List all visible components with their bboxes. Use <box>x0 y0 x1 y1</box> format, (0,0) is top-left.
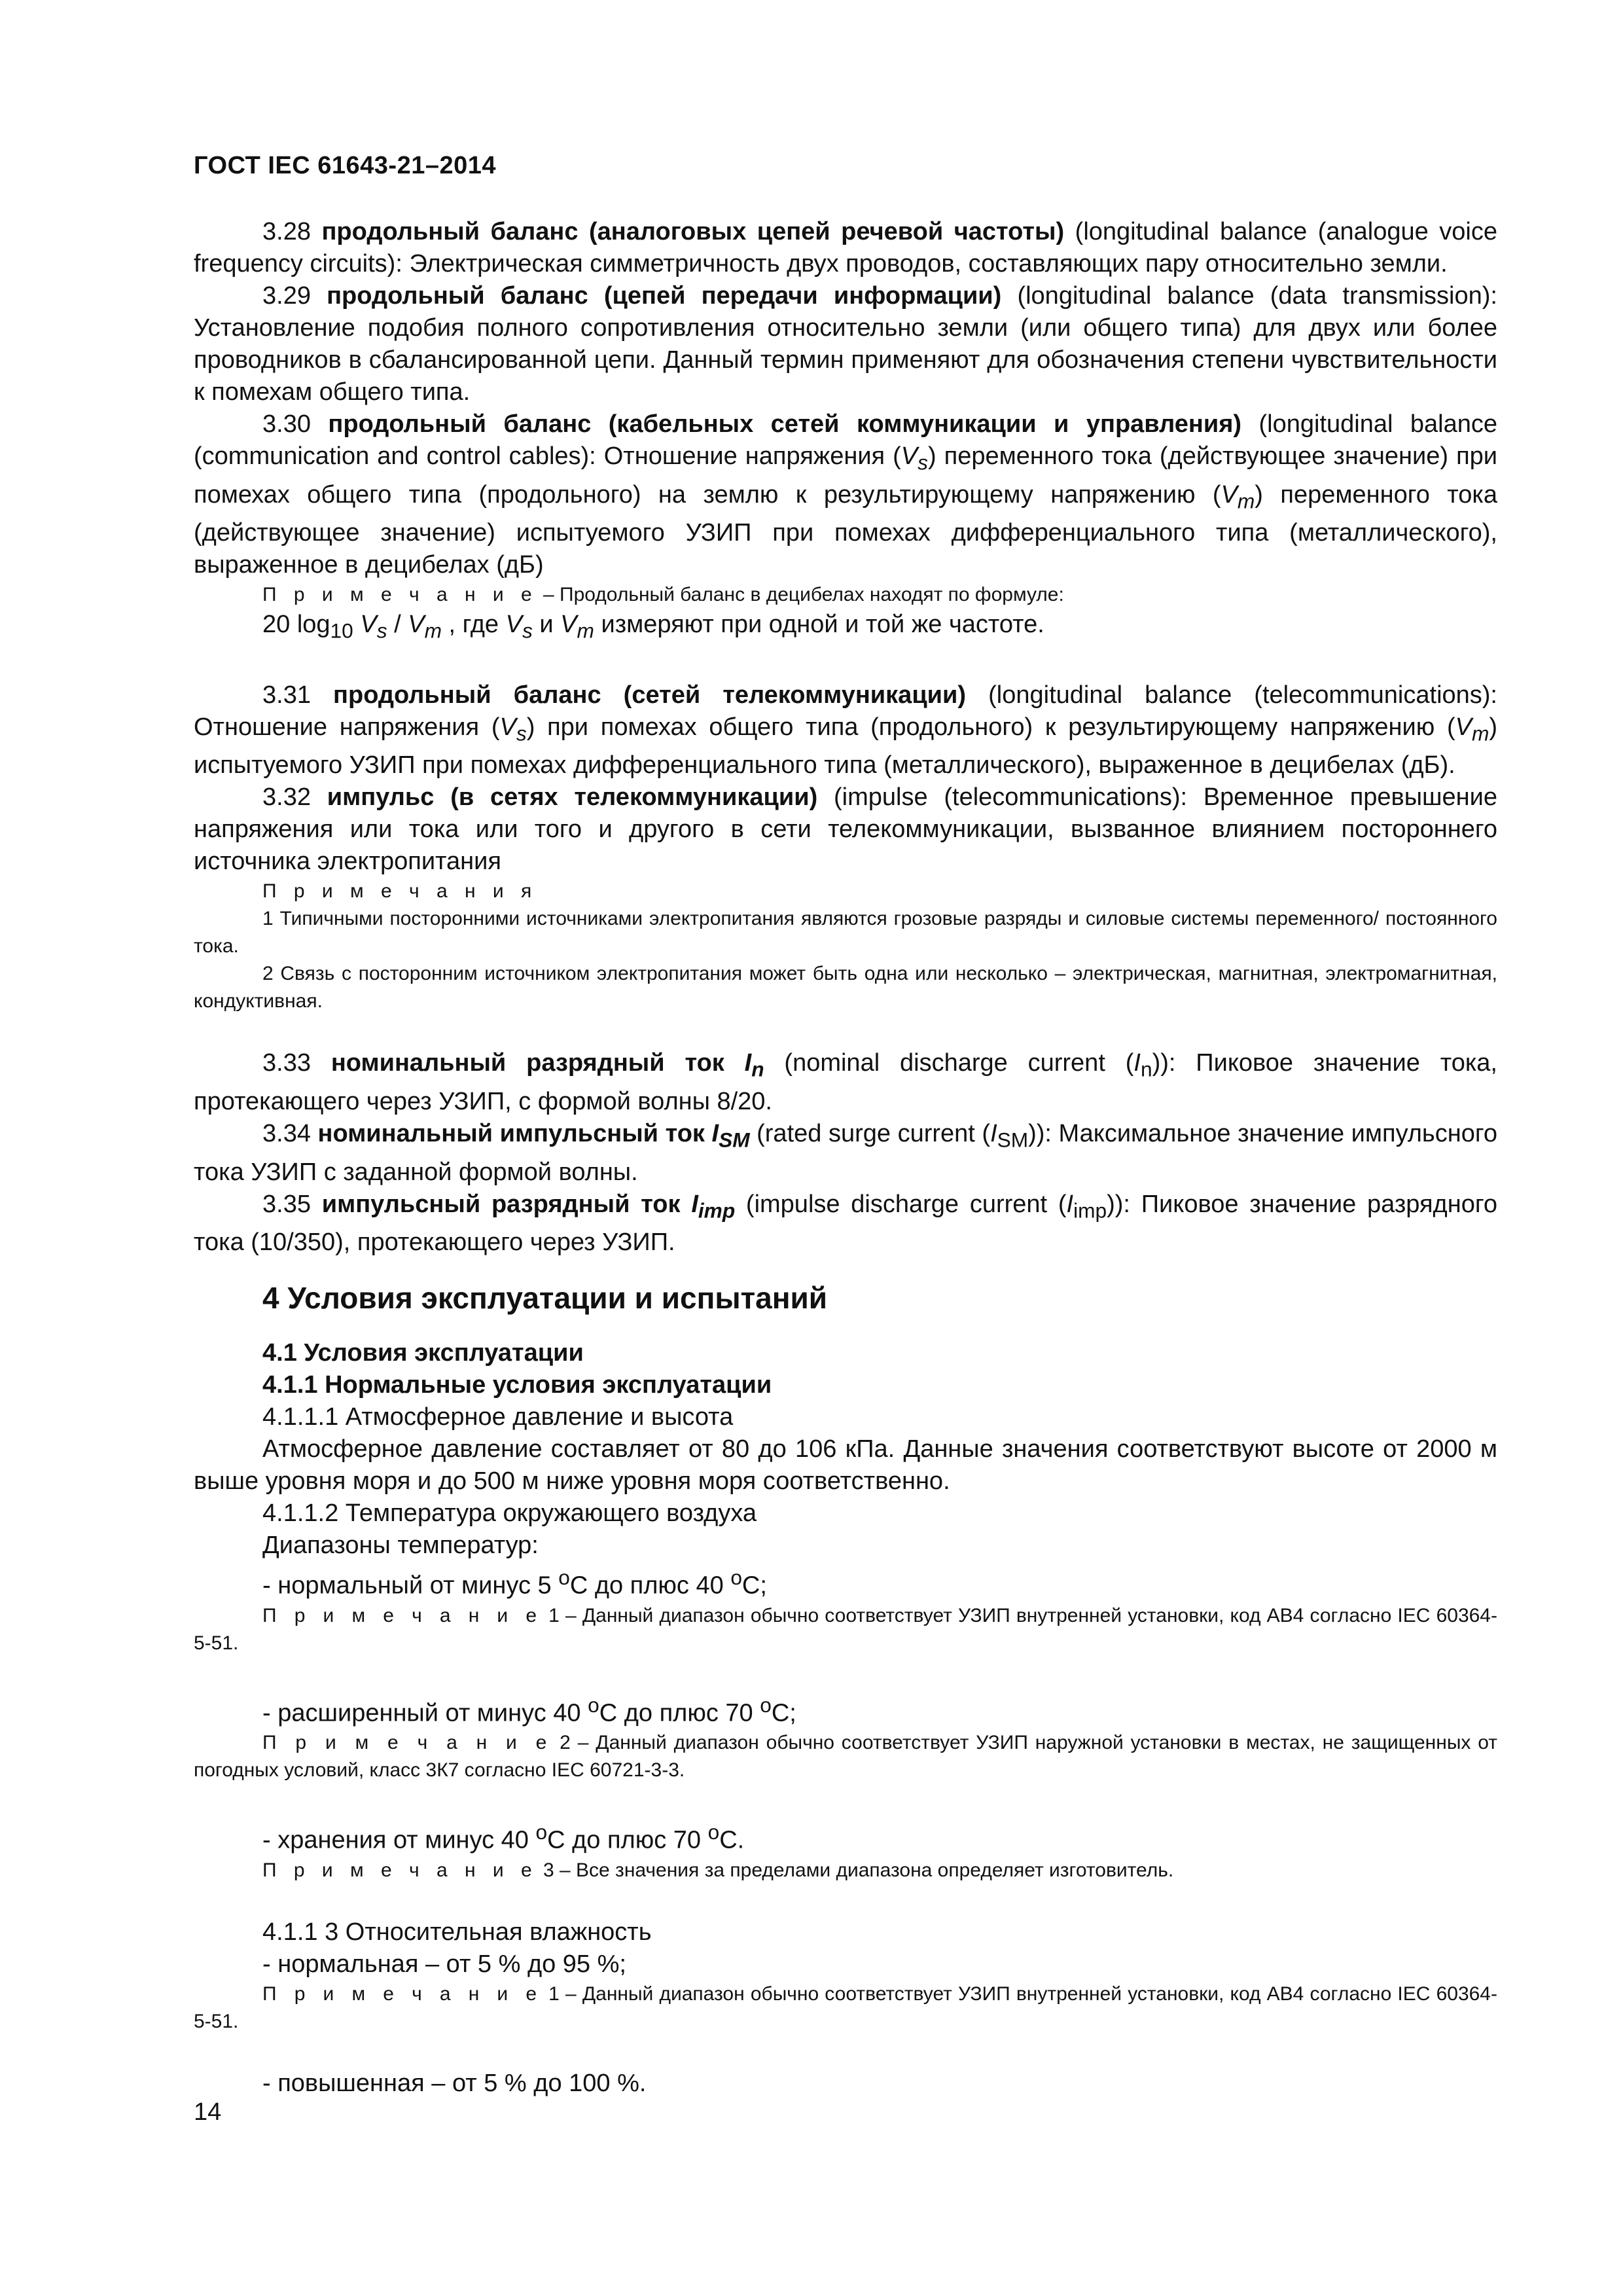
range-text: - нормальный от минус 5 <box>262 1571 559 1600</box>
range-extended <box>194 1689 1497 1730</box>
document-body <box>194 216 1497 2100</box>
term-title: номинальный импульсный ток <box>317 1119 712 1147</box>
symbol-v: V <box>1455 713 1472 741</box>
formula-longitudinal-balance <box>194 609 1497 647</box>
note-temperature-1 <box>194 1602 1497 1657</box>
degree-sign: o <box>760 1693 772 1717</box>
spacer <box>194 1318 1497 1337</box>
term-definition: ) при помехах общего типа (продольного) к результирующему напряжению ( <box>526 713 1455 741</box>
temperature-ranges-label: Диапазоны температур: <box>262 1532 539 1560</box>
spacer <box>194 1259 1497 1278</box>
note-label: П р и м е ч а н и я <box>262 880 538 903</box>
term-3-34 <box>194 1118 1497 1189</box>
term-3-30 <box>194 408 1497 581</box>
notes-label-3-32 <box>194 878 1497 905</box>
term-number: 3.30 <box>262 410 329 438</box>
spacer <box>194 1884 1497 1916</box>
formula-part: / <box>387 611 408 639</box>
formula-symbol: V <box>560 611 577 639</box>
formula-symbol: V <box>408 611 425 639</box>
symbol-subscript: s <box>918 450 928 475</box>
note-3-32-1: 1 Типичными посторонними источниками электропитания являются грозовые разряды и силовые системы переменного/ постоянного тока. <box>194 908 1497 958</box>
term-title: импульсный разрядный ток <box>321 1190 692 1218</box>
humidity-high: - повышенная – от 5 % до 100 %. <box>262 2070 647 2098</box>
section-4-1-heading: 4.1 Условия эксплуатации <box>262 1339 584 1367</box>
term-number: 3.33 <box>262 1049 331 1077</box>
symbol-subscript: n <box>751 1057 764 1081</box>
term-number: 3.34 <box>262 1119 318 1147</box>
section-4-1-1-3-heading: 4.1.1 3 Относительная влажность <box>262 1918 652 1946</box>
section-4-heading: 4 Условия эксплуатации и испытаний <box>262 1281 828 1316</box>
symbol-i: I <box>691 1190 698 1218</box>
term-definition: ) испытуемого УЗИП при помехах дифференциального типа (металлического), выраженное в децибелах (дБ). <box>194 713 1497 780</box>
pressure-paragraph: Атмосферное давление составляет от 80 до 106 кПа. Данные значения соответствуют высоте от 2000 м выше уровня моря и до 500 м ниже уровня моря соответственно. <box>194 1435 1497 1496</box>
term-definition: ) переменного тока (действующее значение) при помехах общего типа (продольного) на землю к результирующему напряжению ( <box>194 442 1498 509</box>
term-definition: (impulse discharge current ( <box>735 1190 1067 1218</box>
symbol-i: I <box>744 1049 752 1077</box>
term-3-31 <box>194 679 1497 782</box>
term-number: 3.32 <box>262 783 327 812</box>
symbol-subscript: m <box>1471 721 1489 745</box>
formula-part: измеряют при одной и той же частоте. <box>594 611 1044 639</box>
range-storage <box>194 1816 1497 1857</box>
term-definition: )): Максимальное значение импульсного тока УЗИП с заданной формой волны. <box>194 1119 1497 1186</box>
formula-part: , где <box>441 611 506 639</box>
symbol-i: I <box>1133 1049 1141 1077</box>
note-temperature-2 <box>194 1729 1497 1784</box>
range-text: - хранения от минус 40 <box>262 1827 536 1855</box>
note-3-32-2: 2 Связь с посторонним источником электропитания может быть одна или несколько – электрическая, магнитная, электромагнитная, кондуктивная. <box>194 963 1497 1013</box>
term-title: продольный баланс (сетей телекоммуникации) <box>333 681 967 709</box>
document-header: ГОСТ IEC 61643-21–2014 <box>194 152 497 179</box>
term-number: 3.35 <box>262 1190 322 1218</box>
term-title: импульс (в сетях телекоммуникации) <box>327 783 818 812</box>
note-text: 2 – Данный диапазон обычно соответствует УЗИП наружной установки в местах, не защищенных от погодных условий, класс 3К7 согласно IEC 60721-3-3. <box>194 1732 1497 1782</box>
note-3-30 <box>194 581 1497 609</box>
term-definition: (longitudinal balance (communication and control cables): Отношение напряжения ( <box>194 410 1497 470</box>
range-text: С до плюс 70 <box>547 1827 708 1855</box>
term-definition: )): Пиковое значение тока, протекающего через УЗИП, с формой волны 8/20. <box>194 1049 1497 1115</box>
term-title: номинальный разрядный ток <box>330 1049 745 1077</box>
range-text: С до плюс 40 <box>569 1571 731 1600</box>
degree-sign: o <box>558 1566 570 1590</box>
symbol-subscript: n <box>1140 1057 1152 1081</box>
symbol-v: V <box>1221 480 1238 509</box>
spacer <box>194 1784 1497 1816</box>
note-label: П р и м е ч а н и е <box>262 584 538 606</box>
symbol-i: I <box>711 1119 719 1147</box>
term-number: 3.31 <box>262 681 334 709</box>
note-humidity-1 <box>194 1981 1497 2036</box>
term-definition: (longitudinal balance (data transmission): Установление подобия полного сопротивления относительно земли (или общего типа) для двух или более проводников в сбалансированной цепи. Данный термин применяют для обозначения степени чувствительности к помехам общего типа. <box>194 282 1497 406</box>
term-definition: (longitudinal balance (analogue voice frequency circuits): Электрическая симметричность двух проводов, составляющих пару относительно земли. <box>194 218 1497 278</box>
note-text: 1 – Данный диапазон обычно соответствует УЗИП внутренней установки, код АВ4 согласно IEC 60364-5-51. <box>194 1604 1497 1654</box>
note-temperature-3 <box>194 1857 1497 1884</box>
range-text: С; <box>741 1571 767 1600</box>
section-4-1-1-1-heading: 4.1.1.1 Атмосферное давление и высота <box>262 1403 734 1431</box>
formula-subscript: s <box>376 619 387 643</box>
term-title: продольный баланс (кабельных сетей коммуникации и управления) <box>328 410 1242 438</box>
symbol-subscript: SM <box>997 1128 1029 1152</box>
formula-subscript: m <box>424 619 442 643</box>
term-definition: )): Пиковое значение разрядного тока (10/350), протекающего через УЗИП. <box>194 1190 1497 1257</box>
formula-symbol: V <box>505 611 522 639</box>
spacer <box>194 1657 1497 1689</box>
spacer <box>194 647 1497 679</box>
degree-sign: o <box>588 1693 599 1717</box>
humidity-normal: - нормальная – от 5 % до 95 %; <box>262 1950 626 1979</box>
note-text: 1 – Данный диапазон обычно соответствует УЗИП внутренней установки, код АВ4 согласно IEC 60364-5-51. <box>194 1983 1497 2033</box>
symbol-subscript: imp <box>1073 1198 1107 1223</box>
symbol-i: I <box>990 1119 997 1147</box>
symbol-subscript: imp <box>698 1198 736 1223</box>
symbol-i: I <box>1066 1190 1074 1218</box>
symbol-v: V <box>499 713 516 741</box>
formula-symbol: V <box>360 611 377 639</box>
symbol-v: V <box>901 442 918 470</box>
term-3-28 <box>194 216 1497 280</box>
page-number: 14 <box>194 2098 222 2126</box>
note-text: 3 – Все значения за пределами диапазона определяет изготовитель. <box>537 1859 1174 1882</box>
term-definition: (rated surge current ( <box>749 1119 991 1147</box>
note-label: П р и м е ч а н и е <box>262 1732 553 1754</box>
note-label: П р и м е ч а н и е <box>262 1859 538 1882</box>
note-label: П р и м е ч а н и е <box>262 1604 543 1626</box>
term-title: продольный баланс (цепей передачи информации) <box>327 282 1002 310</box>
note-text: – Продольный баланс в децибелах находят по формуле: <box>537 584 1064 606</box>
formula-part: и <box>532 611 561 639</box>
term-3-32 <box>194 781 1497 878</box>
range-text: - расширенный от минус 40 <box>262 1699 588 1727</box>
spacer <box>194 2036 1497 2068</box>
formula-subscript: m <box>577 619 594 643</box>
degree-sign: o <box>535 1820 548 1844</box>
symbol-subscript: SM <box>719 1128 750 1152</box>
degree-sign: o <box>707 1820 720 1844</box>
term-title: продольный баланс (аналоговых цепей речевой частоты) <box>321 218 1065 245</box>
section-4-1-1-2-heading: 4.1.1.2 Температура окружающего воздуха <box>262 1499 757 1528</box>
range-text: С до плюс 70 <box>599 1699 760 1727</box>
spacer <box>194 1015 1497 1047</box>
range-text: С; <box>771 1699 796 1727</box>
term-number: 3.29 <box>262 282 327 310</box>
formula-subscript: s <box>522 619 533 643</box>
term-definition: (longitudinal balance (telecommunications): Отношение напряжения ( <box>194 681 1497 741</box>
symbol-subscript: m <box>1237 489 1255 513</box>
term-3-35 <box>194 1189 1497 1259</box>
formula-part: 20 log <box>262 611 330 639</box>
term-3-29 <box>194 280 1497 408</box>
term-number: 3.28 <box>262 218 322 245</box>
formula-subscript: 10 <box>330 619 353 643</box>
term-definition: ) переменного тока (действующее значение) испытуемого УЗИП при помехах дифференциального типа (металлического), выраженное в децибелах (дБ) <box>194 480 1497 579</box>
term-3-33 <box>194 1047 1497 1118</box>
term-definition: (nominal discharge current ( <box>764 1049 1134 1077</box>
term-definition: (impulse (telecommunications): Временное превышение напряжения или тока или того и другого в сети телекоммуникации, вызванное влиянием постороннего источника электропитания <box>194 783 1498 876</box>
range-normal <box>194 1562 1497 1602</box>
symbol-subscript: s <box>516 721 527 745</box>
note-label: П р и м е ч а н и е <box>262 1983 543 2005</box>
range-text: С. <box>719 1827 745 1855</box>
section-4-1-1-heading: 4.1.1 Нормальные условия эксплуатации <box>262 1371 772 1399</box>
degree-sign: o <box>730 1566 742 1590</box>
